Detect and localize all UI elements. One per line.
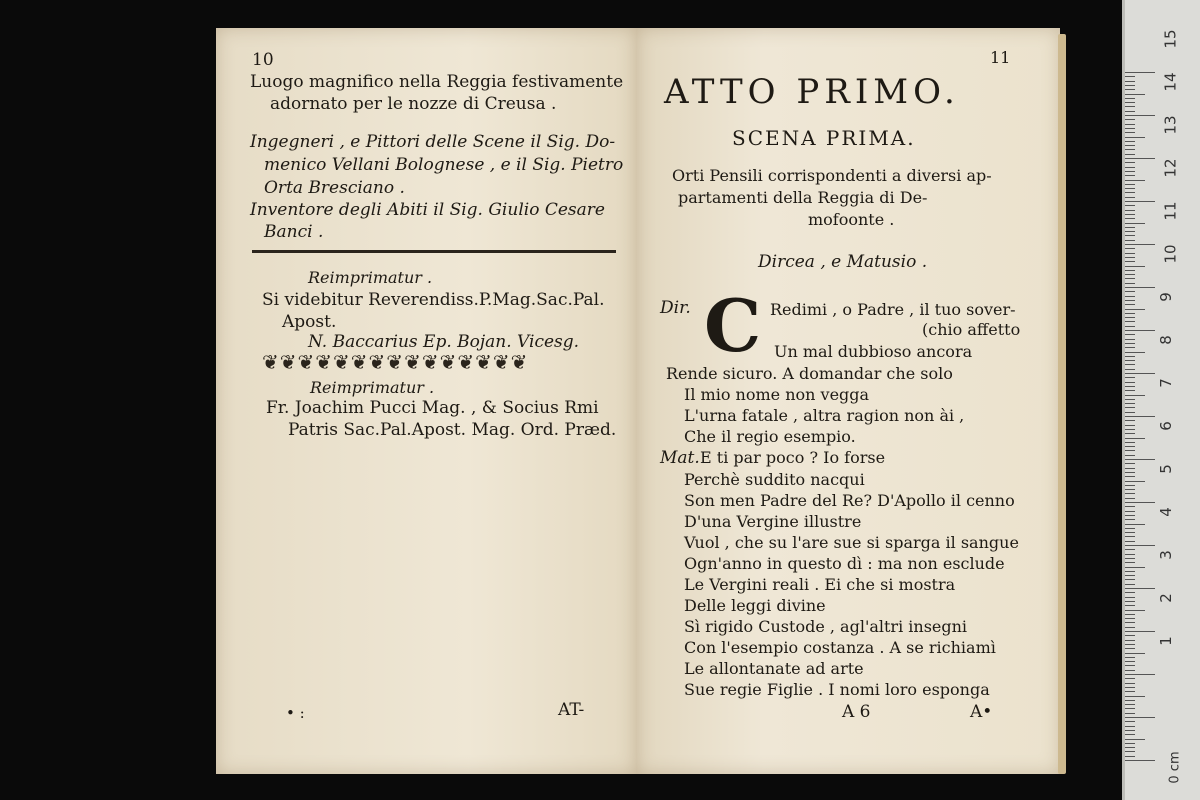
ruler-tick: [1125, 339, 1135, 340]
ruler-tick: [1125, 592, 1135, 593]
ruler-tick: [1125, 459, 1155, 460]
ruler-tick: [1125, 584, 1135, 585]
ruler-tick: [1125, 330, 1155, 331]
ruler-tick: [1125, 721, 1135, 722]
verse-line: Le allontanate ad arte: [684, 659, 864, 678]
ruler-tick: [1125, 571, 1135, 572]
ruler-tick: [1125, 528, 1135, 529]
imprimatur-line: N. Baccarius Ep. Bojan. Vicesg.: [308, 332, 580, 352]
ruler-number: 15: [1161, 29, 1180, 49]
ruler-tick: [1125, 545, 1155, 546]
verse-line: Un mal dubbioso ancora: [774, 342, 973, 361]
ruler-tick: [1125, 429, 1135, 430]
section-rule: [252, 250, 616, 253]
ruler-tick: [1125, 175, 1135, 176]
ruler-tick: [1125, 463, 1135, 464]
ruler-tick: [1125, 145, 1135, 146]
scene-title: SCENA PRIMA.: [732, 126, 916, 150]
ruler-tick: [1125, 506, 1135, 507]
ruler-tick: [1125, 661, 1135, 662]
ruler-tick: [1125, 180, 1145, 181]
verse-line: Il mio nome non vegga: [684, 385, 870, 404]
ruler-tick: [1125, 588, 1155, 589]
ruler-tick: [1125, 734, 1135, 735]
ruler-tick: [1125, 536, 1135, 537]
speaker-label: Dir.: [660, 298, 691, 318]
ruler-tick: [1125, 450, 1135, 451]
ruler-tick: [1125, 106, 1135, 107]
ruler-tick: [1125, 399, 1135, 400]
left-page: [216, 28, 637, 774]
ruler-tick: [1125, 489, 1135, 490]
verse-line: Ogn'anno in questo dì : ma non esclude: [684, 554, 1005, 573]
ruler-tick: [1125, 412, 1135, 413]
ruler-tick: [1125, 691, 1135, 692]
setting-line: adornato per le nozze di Creusa .: [270, 94, 557, 114]
ruler-tick: [1125, 141, 1135, 142]
ruler-tick: [1125, 558, 1135, 559]
ruler-tick: [1125, 85, 1135, 86]
ruler-tick: [1125, 455, 1135, 456]
verse-line: Le Vergini reali . Ei che si mostra: [684, 575, 956, 594]
ruler-number: 4: [1156, 507, 1175, 517]
verse-line: Delle leggi divine: [684, 596, 826, 615]
ruler-tick: [1125, 622, 1135, 623]
ruler-tick: [1125, 687, 1135, 688]
page-number: 11: [990, 48, 1011, 67]
ruler-number: 7: [1156, 378, 1175, 388]
verse-line: Son men Padre del Re? D'Apollo il cenno: [684, 491, 1015, 510]
ruler-tick: [1125, 635, 1135, 636]
ruler-tick: [1125, 390, 1135, 391]
ruler-tick: [1125, 373, 1155, 374]
ruler-tick: [1125, 644, 1135, 645]
ruler-tick: [1125, 154, 1135, 155]
ruler-tick: [1125, 614, 1135, 615]
ruler-unit: 0 cm: [1167, 751, 1183, 784]
ruler-tick: [1125, 640, 1135, 641]
catchword: AT-: [558, 700, 585, 720]
ruler-tick: [1125, 253, 1135, 254]
ruler-tick: [1125, 158, 1155, 159]
ruler-tick: [1125, 407, 1135, 408]
ruler-tick: [1125, 524, 1145, 525]
ruler-tick: [1125, 549, 1135, 550]
open-book: [216, 28, 1062, 778]
ruler-tick: [1125, 283, 1135, 284]
ruler-tick: [1125, 485, 1135, 486]
ruler-tick: [1125, 300, 1135, 301]
ruler-tick: [1125, 476, 1135, 477]
verse-line: Sue regie Figlie . I nomi loro esponga: [684, 680, 990, 699]
ruler-tick: [1125, 115, 1155, 116]
ruler-tick: [1125, 72, 1155, 73]
credits-line: menico Vellani Bolognese , e il Sig. Pietro: [264, 155, 624, 175]
ruler-tick: [1125, 214, 1135, 215]
ruler-tick: [1125, 704, 1135, 705]
ruler-tick: [1125, 261, 1135, 262]
ruler-number: 1: [1156, 636, 1175, 646]
ruler-tick: [1125, 317, 1135, 318]
ruler-tick: [1125, 304, 1135, 305]
verse-line: E ti par poco ? Io forse: [700, 448, 886, 467]
ruler-tick: [1125, 532, 1135, 533]
ruler-tick: [1125, 395, 1145, 396]
ruler-tick: [1125, 433, 1135, 434]
ruler-tick: [1125, 713, 1135, 714]
scene-setting: mofoonte .: [808, 210, 895, 229]
verse-line: L'urna fatale , altra ragion non ài ,: [684, 406, 965, 425]
ruler-tick: [1125, 240, 1135, 241]
ruler-number: 6: [1156, 421, 1175, 431]
ruler-tick: [1125, 468, 1135, 469]
ruler-tick: [1125, 119, 1135, 120]
ruler-tick: [1125, 579, 1135, 580]
ruler-tick: [1125, 541, 1135, 542]
ruler-tick: [1125, 498, 1135, 499]
ruler-tick: [1125, 76, 1135, 77]
ruler-tick: [1125, 420, 1135, 421]
fleuron-ornament: ❦❦❦❦❦❦❦❦❦❦❦❦❦❦❦: [262, 350, 529, 374]
ruler-tick: [1125, 726, 1135, 727]
ruler-tick: [1125, 739, 1145, 740]
ruler-tick: [1125, 235, 1135, 236]
ruler-tick: [1125, 502, 1155, 503]
ruler-tick: [1125, 296, 1135, 297]
ruler-tick: [1125, 248, 1135, 249]
ruler-tick: [1125, 519, 1135, 520]
verse-line: Con l'esempio costanza . A se richiamì: [684, 638, 996, 657]
ruler-tick: [1125, 446, 1135, 447]
ruler-tick: [1125, 751, 1135, 752]
ruler-tick: [1125, 201, 1155, 202]
ruler-tick: [1125, 278, 1135, 279]
ruler-tick: [1125, 562, 1135, 563]
ruler-tick: [1125, 184, 1135, 185]
scene-setting: partamenti della Reggia di De-: [678, 188, 928, 207]
ruler-tick: [1125, 205, 1135, 206]
page-number: 10: [252, 50, 274, 70]
scene-setting: Orti Pensili corrispondenti a diversi ap-: [672, 166, 992, 185]
ruler-tick: [1125, 438, 1145, 439]
ruler-tick: [1125, 425, 1135, 426]
ruler-tick: [1125, 287, 1155, 288]
characters-line: Dircea , e Matusio .: [758, 252, 928, 272]
ruler-tick: [1125, 708, 1135, 709]
ruler-tick: [1125, 717, 1155, 718]
ruler-tick: [1125, 223, 1145, 224]
ruler-tick: [1125, 554, 1135, 555]
ruler-tick: [1125, 270, 1135, 271]
ruler-tick: [1125, 627, 1135, 628]
ruler-tick: [1125, 382, 1135, 383]
ruler-number: 12: [1161, 158, 1180, 178]
ruler-tick: [1125, 192, 1135, 193]
ruler-tick: [1125, 149, 1135, 150]
ruler-tick: [1125, 132, 1135, 133]
ruler-number: 8: [1156, 335, 1175, 345]
ruler-tick: [1125, 352, 1145, 353]
ruler-tick: [1125, 653, 1145, 654]
ruler-tick: [1125, 670, 1135, 671]
verse-line: Rende sicuro. A domandar che solo: [666, 364, 953, 383]
verse-line: Redimi , o Padre , il tuo sover-: [770, 300, 1016, 319]
verse-line: (chio affetto: [922, 320, 1021, 339]
credits-line: Orta Bresciano .: [264, 178, 405, 198]
verse-line: Perchè suddito nacqui: [684, 470, 865, 489]
ruler-tick: [1125, 386, 1135, 387]
ruler-tick: [1125, 128, 1135, 129]
imprimatur-line: Fr. Joachim Pucci Mag. , & Socius Rmi: [266, 398, 599, 418]
ruler-tick: [1125, 137, 1145, 138]
drop-cap: C: [704, 283, 762, 368]
ruler-tick: [1125, 111, 1135, 112]
ruler-number: 14: [1161, 72, 1180, 92]
ruler-tick: [1125, 610, 1145, 611]
ruler-tick: [1125, 291, 1135, 292]
ruler-tick: [1125, 167, 1135, 168]
ruler-tick: [1125, 356, 1135, 357]
ruler-tick: [1125, 683, 1135, 684]
ruler-tick: [1125, 360, 1135, 361]
ruler-tick: [1125, 618, 1135, 619]
ruler-tick: [1125, 124, 1135, 125]
ruler-tick: [1125, 567, 1145, 568]
credits-line: Banci .: [264, 222, 324, 242]
ruler-tick: [1125, 678, 1135, 679]
setting-line: Luogo magnifico nella Reggia festivamente: [250, 72, 624, 92]
ruler-tick: [1125, 674, 1155, 675]
measurement-ruler: [1122, 0, 1200, 800]
ruler-tick: [1125, 89, 1135, 90]
verse-line: Che il regio esempio.: [684, 427, 856, 446]
ruler-tick: [1125, 321, 1135, 322]
ruler-tick: [1125, 369, 1135, 370]
act-title: ATTO PRIMO.: [664, 72, 960, 112]
credits-line: Inventore degli Abiti il Sig. Giulio Cesare: [250, 200, 605, 220]
ruler-tick: [1125, 94, 1145, 95]
ruler-tick: [1125, 631, 1155, 632]
ruler-number: 13: [1161, 115, 1180, 135]
ruler-number: 11: [1161, 201, 1180, 221]
imprimatur-line: Patris Sac.Pal.Apost. Mag. Ord. Præd.: [288, 420, 617, 440]
ruler-tick: [1125, 756, 1135, 757]
ruler-tick: [1125, 343, 1135, 344]
right-page: [636, 28, 1060, 774]
ruler-tick: [1125, 696, 1145, 697]
imprimatur-line: Si videbitur Reverendiss.P.Mag.Sac.Pal.: [262, 290, 605, 310]
ruler-tick: [1125, 81, 1135, 82]
ruler-tick: [1125, 665, 1135, 666]
ruler-tick: [1125, 377, 1135, 378]
ruler-tick: [1125, 648, 1135, 649]
ruler-tick: [1125, 334, 1135, 335]
speaker-label: Mat.: [660, 448, 700, 468]
ruler-tick: [1125, 162, 1135, 163]
ruler-tick: [1125, 515, 1135, 516]
ruler-tick: [1125, 403, 1135, 404]
ruler-tick: [1125, 601, 1135, 602]
signature-mark: A 6: [842, 702, 871, 722]
ruler-tick: [1125, 266, 1145, 267]
ruler-tick: [1125, 347, 1135, 348]
ruler-tick: [1125, 575, 1135, 576]
ruler-tick: [1125, 171, 1135, 172]
ruler-number: 5: [1156, 464, 1175, 474]
imprimatur-heading: Reimprimatur .: [310, 378, 435, 397]
ruler-tick: [1125, 210, 1135, 211]
ruler-tick: [1125, 442, 1135, 443]
ruler-tick: [1125, 597, 1135, 598]
ruler-tick: [1125, 760, 1155, 761]
ruler-tick: [1125, 743, 1135, 744]
ruler-tick: [1125, 102, 1135, 103]
credits-line: Ingegneri , e Pittori delle Scene il Sig. Do-: [250, 132, 616, 152]
imprimatur-line: Apost.: [282, 312, 337, 332]
ruler-number: 9: [1156, 292, 1175, 302]
ruler-tick: [1125, 227, 1135, 228]
ruler-tick: [1125, 309, 1145, 310]
ruler-tick: [1125, 657, 1135, 658]
ruler-tick: [1125, 274, 1135, 275]
ruler-tick: [1125, 197, 1135, 198]
signature-mark: • :: [286, 704, 305, 722]
ruler-tick: [1125, 472, 1135, 473]
ruler-tick: [1125, 493, 1135, 494]
verse-line: Sì rigido Custode , agl'altri insegni: [684, 617, 968, 636]
ruler-tick: [1125, 605, 1135, 606]
ruler-tick: [1125, 231, 1135, 232]
ruler-tick: [1125, 218, 1135, 219]
ruler-tick: [1125, 313, 1135, 314]
ruler-tick: [1125, 747, 1135, 748]
ruler-tick: [1125, 364, 1135, 365]
ruler-tick: [1125, 188, 1135, 189]
imprimatur-heading: Reimprimatur .: [308, 268, 433, 287]
ruler-tick: [1125, 326, 1135, 327]
ruler-number: 2: [1156, 593, 1175, 603]
ruler-tick: [1125, 481, 1145, 482]
ruler-tick: [1125, 730, 1135, 731]
ruler-tick: [1125, 511, 1135, 512]
ruler-tick: [1125, 244, 1155, 245]
ruler-tick: [1125, 416, 1155, 417]
ruler-tick: [1125, 98, 1135, 99]
verse-line: Vuol , che su l'are sue si sparga il sangue: [684, 533, 1019, 552]
page-edge: [1058, 34, 1066, 774]
ruler-number: 10: [1161, 244, 1180, 264]
verse-line: D'una Vergine illustre: [684, 512, 862, 531]
ruler-tick: [1125, 700, 1135, 701]
catchword: A•: [970, 702, 993, 722]
ruler-tick: [1125, 257, 1135, 258]
ruler-number: 3: [1156, 550, 1175, 560]
